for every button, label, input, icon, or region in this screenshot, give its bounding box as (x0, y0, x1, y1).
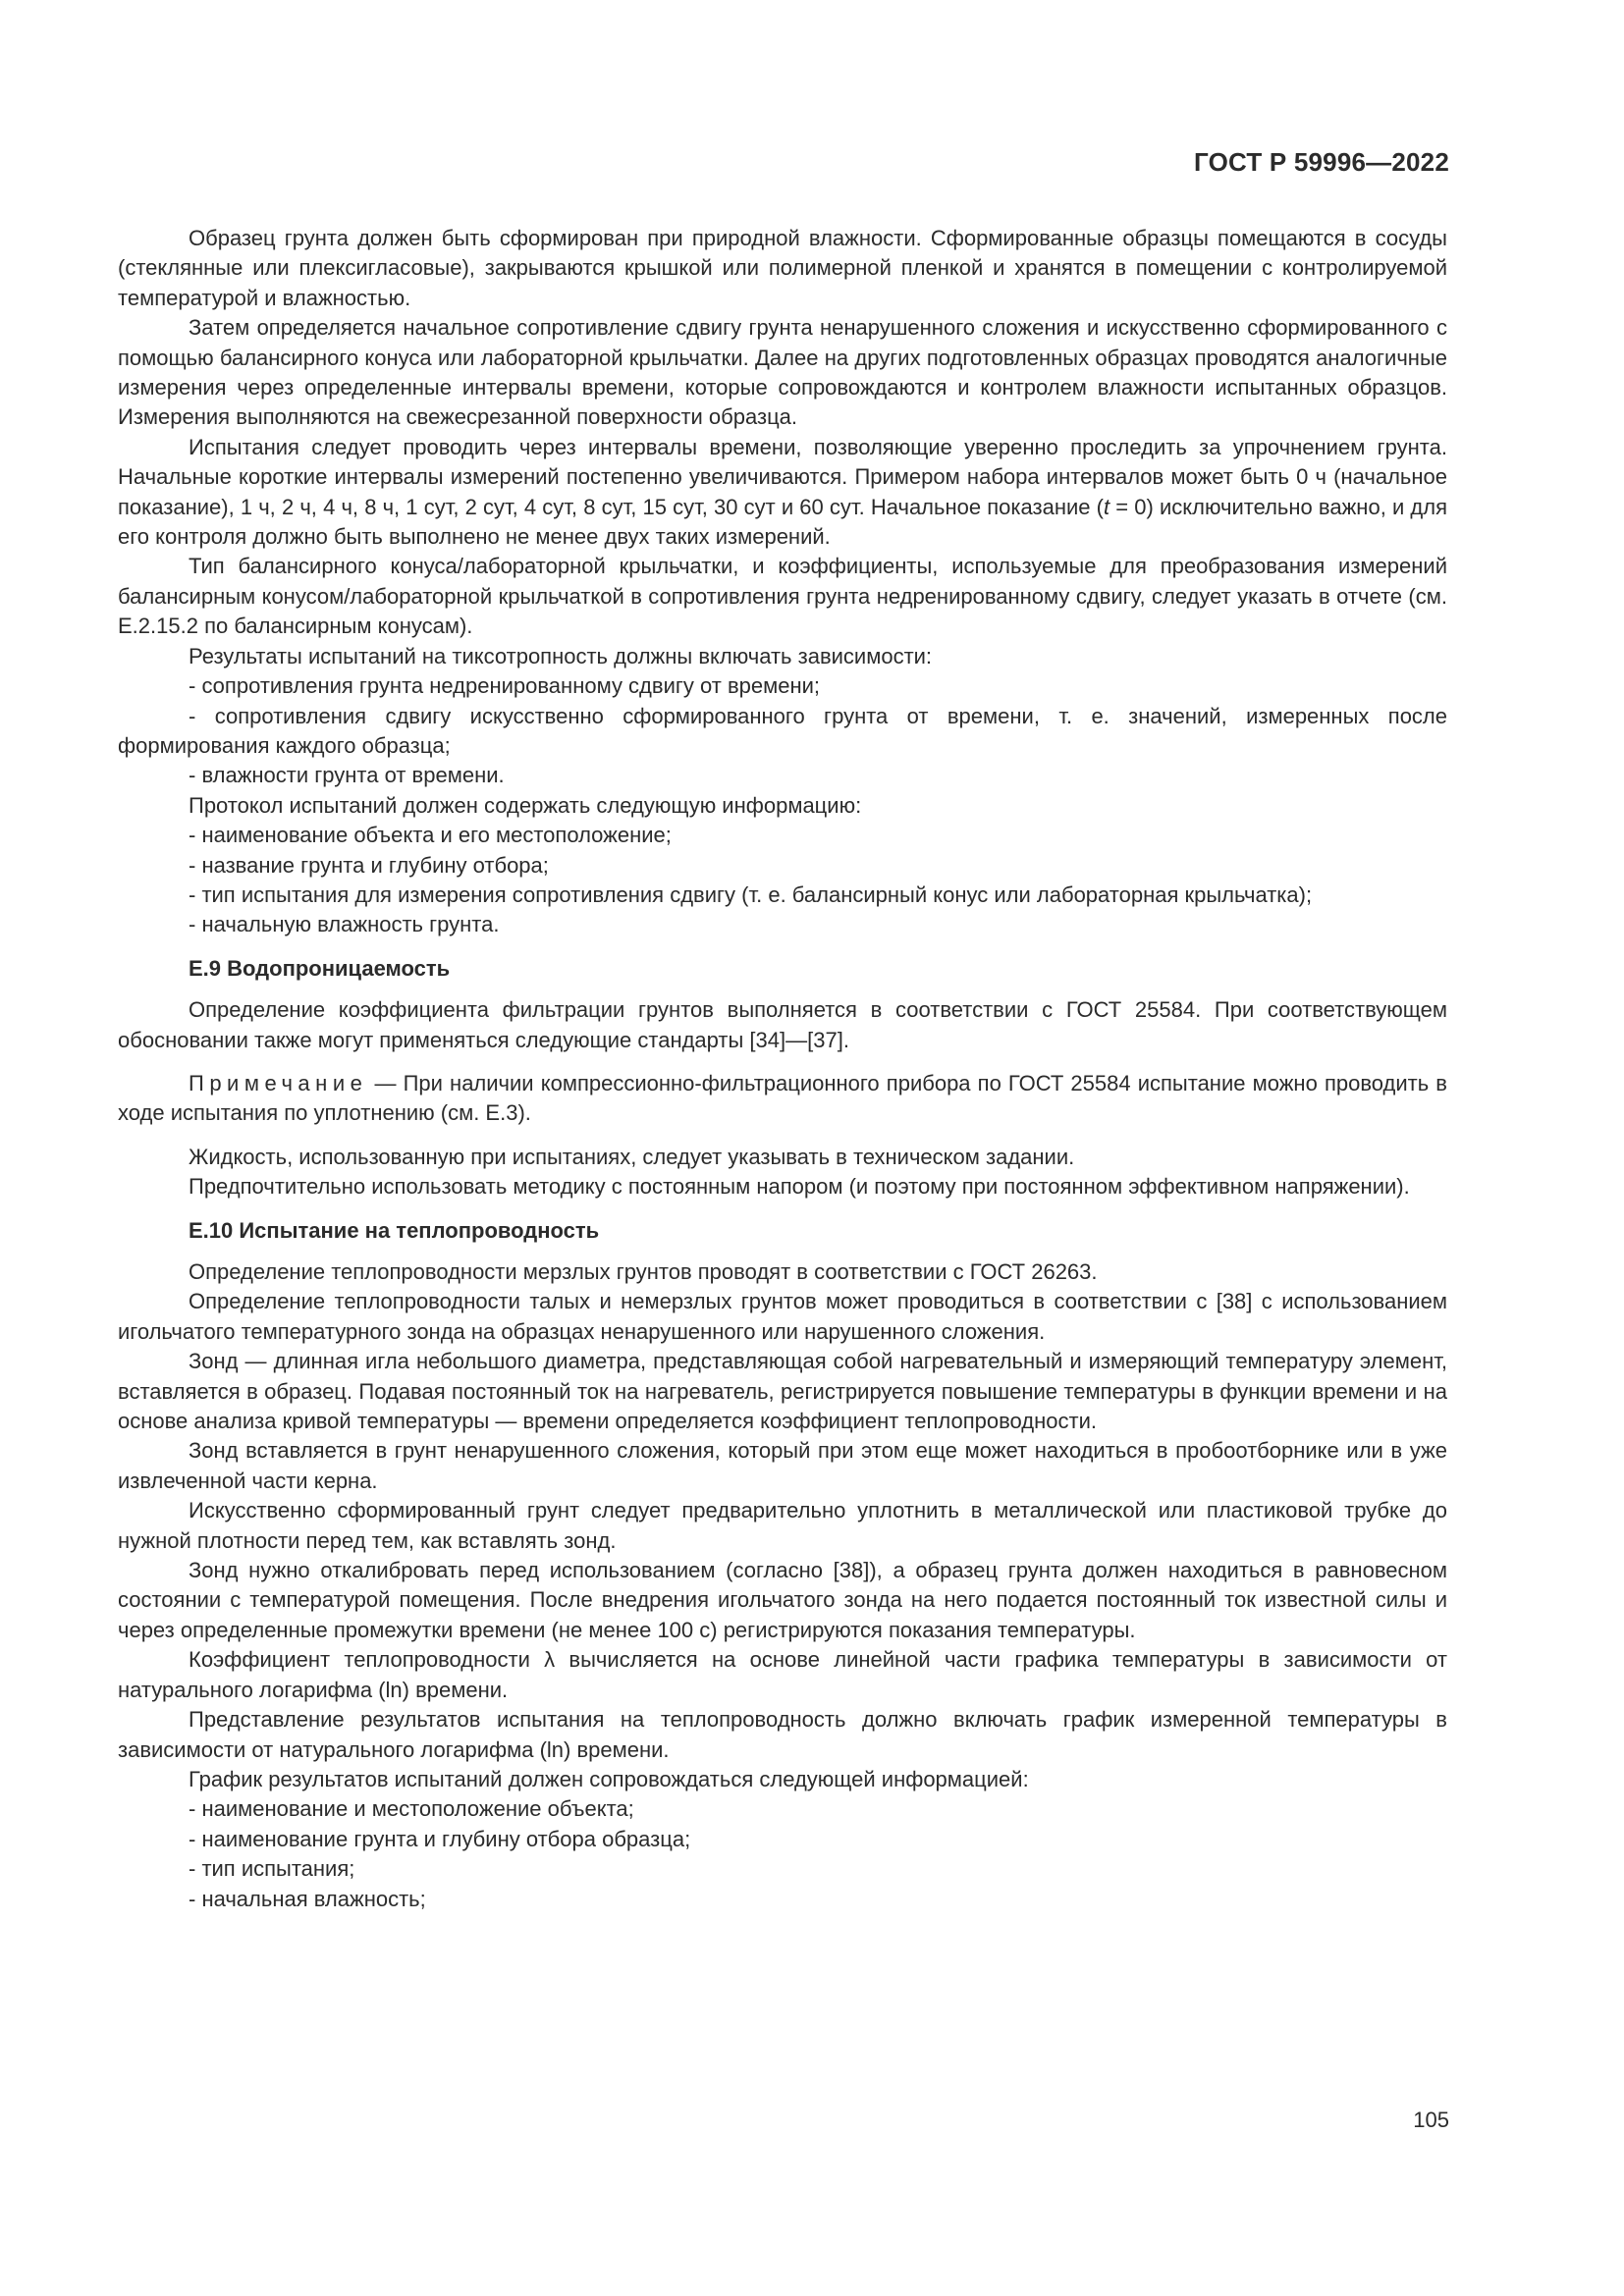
paragraph-text: = 0) исключительно важно, и для его контроля должно быть выполнено не менее двух таких измерений. (118, 494, 1447, 550)
note-label: Примечание (189, 1070, 368, 1095)
paragraph: Представление результатов испытания на теплопроводность должно включать график измеренной температуры в зависимости от натурального логарифма (ln) времени. (118, 1707, 1447, 1762)
paragraph: Определение коэффициента фильтрации грунтов выполняется в соответствии с ГОСТ 25584. При соответствующем обосновании также могут применяться следующие стандарты [34]—[37]. (118, 997, 1447, 1052)
list-item: - сопротивления сдвигу искусственно сформированного грунта от времени, т. е. значений, измеренных после формирования каждого образца; (118, 703, 1447, 758)
list-item: - влажности грунта от времени. (189, 763, 505, 788)
paragraph: Результаты испытаний на тиксотропность должны включать зависимости: (189, 643, 933, 668)
note-text: — При наличии компрессионно-фильтрационного прибора по ГОСТ 25584 испытание можно проводить в ходе испытания по уплотнению (см. Е.3). (118, 1070, 1447, 1126)
variable-t: t (1103, 494, 1110, 519)
paragraph: Образец грунта должен быть сформирован при природной влажности. Сформированные образцы помещаются в сосуды (стеклянные или плексигласовые), закрываются крышкой или полимерной пленкой и хранятся в помещении с контролируемой температурой и влажностью. (118, 226, 1447, 310)
section-heading-e9: Е.9 Водопроницаемость (189, 955, 451, 981)
paragraph: Тип балансирного конуса/лабораторной крыльчатки, и коэффициенты, используемые для преобразования измерений балансирным конусом/лабораторной крыльчаткой в сопротивления грунта недренированному сдвигу, следует указать в отчете (см. Е.2.15.2 по балансирным конусам). (118, 554, 1447, 639)
list-item: - наименование грунта и глубину отбора образца; (189, 1826, 691, 1851)
paragraph: Зонд — длинная игла небольшого диаметра, представляющая собой нагревательный и измеряющий температуру элемент, вставляется в образец. Подавая постоянный ток на нагреватель, регистрируется повышение температуры в функции времени и на основе анализа кривой температуры — времени определяется коэффициент теплопроводности. (118, 1349, 1447, 1434)
list-item: - наименование и местоположение объекта; (189, 1796, 634, 1822)
list-item: - тип испытания для измерения сопротивления сдвигу (т. е. балансирный конус или лабораторная крыльчатка); (189, 881, 1313, 907)
paragraph: Коэффициент теплопроводности λ вычисляется на основе линейной части графика температуры в зависимости от натурального логарифма (ln) времени. (118, 1647, 1447, 1702)
page-body (118, 224, 1447, 1914)
list-item: - название грунта и глубину отбора; (189, 852, 549, 878)
paragraph: Определение теплопроводности мерзлых грунтов проводят в соответствии с ГОСТ 26263. (189, 1259, 1098, 1284)
paragraph (118, 433, 1447, 553)
list-item: - наименование объекта и его местоположение; (189, 823, 672, 848)
paragraph: Протокол испытаний должен содержать следующую информацию: (189, 792, 862, 818)
note (118, 1069, 1447, 1129)
section-heading-e10: Е.10 Испытание на теплопроводность (189, 1217, 600, 1243)
paragraph: Зонд вставляется в грунт ненарушенного сложения, который при этом еще может находиться в пробоотборнике или в уже извлеченной части керна. (118, 1438, 1447, 1493)
paragraph: Определение теплопроводности талых и немерзлых грунтов может проводиться в соответствии с [38] с использованием игольчатого температурного зонда на образцах ненарушенного или нарушенного сложения. (118, 1289, 1447, 1344)
paragraph: Жидкость, использованную при испытаниях, следует указывать в техническом задании. (189, 1144, 1075, 1169)
page-number: 105 (1413, 2108, 1449, 2132)
paragraph: Предпочтительно использовать методику с постоянным напором (и поэтому при постоянном эффективном напряжении). (189, 1174, 1410, 1200)
paragraph-text: Испытания следует проводить через интервалы времени, позволяющие уверенно проследить за упрочнением грунта. Начальные короткие интервалы измерений постепенно увеличиваются. Примером набора интервалов может быть 0 ч (начальное показание), 1 ч, 2 ч, 4 ч, 8 ч, 1 сут, 2 сут, 4 сут, 8 сут, 15 сут, 30 сут и 60 сут. Начальное показание ( (118, 434, 1447, 519)
list-item: - сопротивления грунта недренированному сдвигу от времени; (189, 673, 821, 699)
document-id-header: ГОСТ Р 59996—2022 (1194, 147, 1449, 177)
list-item: - начальная влажность; (189, 1886, 426, 1911)
list-item: - тип испытания; (189, 1856, 355, 1882)
paragraph: Зонд нужно откалибровать перед использованием (согласно [38]), а образец грунта должен находиться в равновесном состоянии с температурой помещения. После внедрения игольчатого зонда на него подается постоянный ток известной силы и через определенные промежутки времени (не менее 100 с) регистрируются показания температуры. (118, 1558, 1447, 1642)
paragraph: Затем определяется начальное сопротивление сдвигу грунта ненарушенного сложения и искусственно сформированного с помощью балансирного конуса или лабораторной крыльчатки. Далее на других подготовленных образцах проводятся аналогичные измерения через определенные интервалы времени, которые сопровождаются и контролем влажности испытанных образцов. Измерения выполняются на свежесрезанной поверхности образца. (118, 315, 1447, 430)
paragraph: Искусственно сформированный грунт следует предварительно уплотнить в металлической или пластиковой трубке до нужной плотности перед тем, как вставлять зонд. (118, 1498, 1447, 1553)
list-item: - начальную влажность грунта. (189, 912, 500, 937)
paragraph: График результатов испытаний должен сопровождаться следующей информацией: (189, 1766, 1029, 1791)
